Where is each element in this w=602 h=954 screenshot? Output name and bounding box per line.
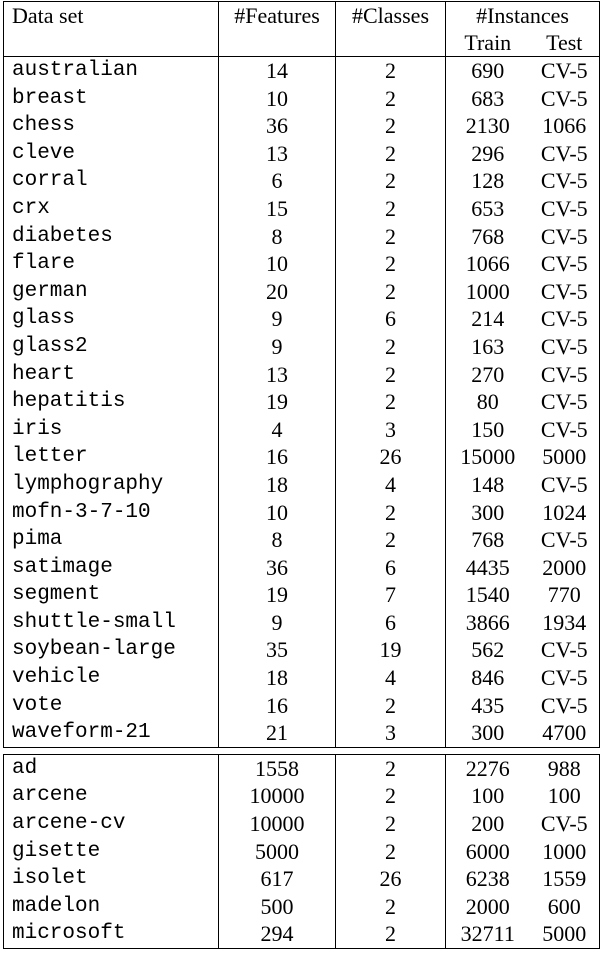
dataset-name: iris xyxy=(4,416,219,444)
table-row xyxy=(4,167,600,195)
table-row xyxy=(4,609,600,637)
dataset-name: madelon xyxy=(4,893,219,921)
features-cell: 35 xyxy=(219,636,336,664)
classes-cell: 2 xyxy=(336,112,446,140)
classes-cell: 2 xyxy=(336,140,446,168)
test-cell: 5000 xyxy=(530,920,600,948)
classes-cell: 2 xyxy=(336,278,446,306)
features-cell: 500 xyxy=(219,893,336,921)
table-row xyxy=(4,526,600,554)
train-cell: 300 xyxy=(446,719,530,747)
dataset-name: pima xyxy=(4,526,219,554)
classes-cell: 2 xyxy=(336,250,446,278)
features-cell: 16 xyxy=(219,443,336,471)
classes-cell: 2 xyxy=(336,57,446,85)
classes-cell: 2 xyxy=(336,893,446,921)
train-cell: 15000 xyxy=(460,444,516,470)
features-cell: 20 xyxy=(219,278,336,306)
classes-cell: 2 xyxy=(336,920,446,948)
dataset-name: segment xyxy=(4,581,219,609)
features-cell: 21 xyxy=(219,719,336,747)
train-cell: 690 xyxy=(446,57,530,85)
dataset-name: heart xyxy=(4,361,219,389)
classes-cell: 2 xyxy=(336,85,446,113)
classes-cell: 2 xyxy=(336,195,446,223)
table-row xyxy=(4,57,600,85)
train-cell: 435 xyxy=(471,692,505,718)
dataset-name: glass2 xyxy=(4,333,219,361)
classes-cell: 6 xyxy=(336,609,446,637)
test-cell: CV-5 xyxy=(530,692,600,720)
train-cell: 3866 xyxy=(465,609,510,635)
train-cell: 6238 xyxy=(465,866,510,892)
table-row xyxy=(4,85,600,113)
train-cell: 2276 xyxy=(446,754,530,782)
train-cell: 683 xyxy=(471,85,505,111)
header-features: #Features xyxy=(219,2,336,57)
classes-cell: 2 xyxy=(336,838,446,866)
train-cell: 270 xyxy=(471,361,505,387)
table-row xyxy=(4,250,600,278)
test-cell: CV-5 xyxy=(530,195,600,223)
test-cell: CV-5 xyxy=(530,388,600,416)
test-cell: CV-5 xyxy=(530,526,600,554)
test-cell: 770 xyxy=(530,581,600,609)
classes-cell: 26 xyxy=(336,443,446,471)
test-cell: CV-5 xyxy=(530,223,600,251)
features-cell: 6 xyxy=(219,167,336,195)
features-cell: 9 xyxy=(219,305,336,333)
dataset-name: cleve xyxy=(4,140,219,168)
dataset-name: flare xyxy=(4,250,219,278)
features-cell: 16 xyxy=(219,692,336,720)
table-row xyxy=(4,471,600,499)
table-row xyxy=(4,554,600,582)
test-cell: CV-5 xyxy=(530,167,600,195)
classes-cell: 2 xyxy=(336,782,446,810)
features-cell: 1558 xyxy=(219,754,336,782)
dataset-name: corral xyxy=(4,167,219,195)
dataset-name: diabetes xyxy=(4,223,219,251)
header-classes: #Classes xyxy=(336,2,446,57)
group1-body xyxy=(4,57,600,748)
train-cell: 2130 xyxy=(465,113,510,139)
classes-cell: 4 xyxy=(336,471,446,499)
dataset-name: hepatitis xyxy=(4,388,219,416)
test-cell: CV-5 xyxy=(530,250,600,278)
features-cell: 294 xyxy=(219,920,336,948)
test-cell: 1024 xyxy=(530,499,600,527)
classes-cell: 2 xyxy=(336,223,446,251)
test-cell: 1000 xyxy=(530,838,600,866)
features-cell: 15 xyxy=(219,195,336,223)
features-cell: 14 xyxy=(219,57,336,85)
train-cell: 32711 xyxy=(446,920,530,948)
table-row xyxy=(4,581,600,609)
classes-cell: 2 xyxy=(336,810,446,838)
dataset-name: german xyxy=(4,278,219,306)
train-cell: 100 xyxy=(471,783,505,809)
features-cell: 36 xyxy=(219,112,336,140)
classes-cell: 7 xyxy=(336,581,446,609)
dataset-name: isolet xyxy=(4,865,219,893)
table-row xyxy=(4,499,600,527)
features-cell: 9 xyxy=(219,333,336,361)
table-row xyxy=(4,416,600,444)
features-cell: 9 xyxy=(219,609,336,637)
dataset-name: lymphography xyxy=(4,471,219,499)
table-row xyxy=(4,754,600,782)
test-cell: 1066 xyxy=(530,112,600,140)
train-cell: 163 xyxy=(471,333,505,359)
dataset-name: vote xyxy=(4,692,219,720)
test-cell: 2000 xyxy=(530,554,600,582)
features-cell: 4 xyxy=(219,416,336,444)
classes-cell: 19 xyxy=(336,636,446,664)
dataset-name: shuttle-small xyxy=(4,609,219,637)
dataset-name: waveform-21 xyxy=(4,719,219,747)
dataset-name: crx xyxy=(4,195,219,223)
datasets-table xyxy=(3,1,600,949)
table-row xyxy=(4,838,600,866)
train-cell: 214 xyxy=(471,306,505,332)
dataset-name: microsoft xyxy=(4,920,219,948)
train-cell: 768 xyxy=(471,527,505,553)
classes-cell: 2 xyxy=(336,499,446,527)
header-dataset: Data set xyxy=(4,2,219,57)
header-test: Test xyxy=(530,29,600,57)
test-cell: CV-5 xyxy=(530,810,600,838)
classes-cell: 2 xyxy=(336,526,446,554)
test-cell: CV-5 xyxy=(530,471,600,499)
features-cell: 13 xyxy=(219,140,336,168)
train-cell: 6000 xyxy=(465,838,510,864)
test-cell: CV-5 xyxy=(530,278,600,306)
dataset-name: soybean-large xyxy=(4,636,219,664)
classes-cell: 6 xyxy=(336,305,446,333)
train-cell: 653 xyxy=(471,195,505,221)
table-row xyxy=(4,810,600,838)
table-row xyxy=(4,782,600,810)
table-row xyxy=(4,636,600,664)
train-cell: 2000 xyxy=(465,893,510,919)
features-cell: 18 xyxy=(219,471,336,499)
train-cell: 1540 xyxy=(465,582,510,608)
dataset-name: mofn-3-7-10 xyxy=(4,499,219,527)
classes-cell: 3 xyxy=(336,719,446,747)
table-row xyxy=(4,140,600,168)
test-cell: CV-5 xyxy=(530,333,600,361)
test-cell: CV-5 xyxy=(530,664,600,692)
test-cell: CV-5 xyxy=(530,636,600,664)
features-cell: 13 xyxy=(219,361,336,389)
train-cell: 300 xyxy=(471,499,505,525)
test-cell: 5000 xyxy=(530,443,600,471)
train-cell: 128 xyxy=(471,168,505,194)
test-cell: 600 xyxy=(530,893,600,921)
classes-cell: 26 xyxy=(336,865,446,893)
dataset-name: arcene-cv xyxy=(4,810,219,838)
table-row xyxy=(4,692,600,720)
dataset-name: ad xyxy=(4,754,219,782)
dataset-name: vehicle xyxy=(4,664,219,692)
features-cell: 18 xyxy=(219,664,336,692)
header-row xyxy=(4,2,600,30)
classes-cell: 6 xyxy=(336,554,446,582)
classes-cell: 2 xyxy=(336,692,446,720)
table-row xyxy=(4,664,600,692)
features-cell: 617 xyxy=(219,865,336,893)
test-cell: 1559 xyxy=(530,865,600,893)
test-cell: CV-5 xyxy=(530,57,600,85)
dataset-name: gisette xyxy=(4,838,219,866)
features-cell: 10 xyxy=(219,250,336,278)
classes-cell: 2 xyxy=(336,388,446,416)
train-cell: 296 xyxy=(471,140,505,166)
table-row xyxy=(4,443,600,471)
classes-cell: 3 xyxy=(336,416,446,444)
classes-cell: 2 xyxy=(336,361,446,389)
features-cell: 36 xyxy=(219,554,336,582)
test-cell: 1934 xyxy=(530,609,600,637)
train-cell: 4435 xyxy=(465,554,510,580)
dataset-name: satimage xyxy=(4,554,219,582)
dataset-name: arcene xyxy=(4,782,219,810)
test-cell: CV-5 xyxy=(530,85,600,113)
features-cell: 10 xyxy=(219,499,336,527)
dataset-name: chess xyxy=(4,112,219,140)
test-cell: CV-5 xyxy=(530,361,600,389)
table-row xyxy=(4,112,600,140)
train-cell: 768 xyxy=(471,223,505,249)
test-cell: CV-5 xyxy=(530,140,600,168)
table-row xyxy=(4,865,600,893)
table-row xyxy=(4,305,600,333)
header-train: Train xyxy=(446,29,530,57)
group-gap xyxy=(4,747,600,754)
classes-cell: 2 xyxy=(336,333,446,361)
test-cell: CV-5 xyxy=(530,305,600,333)
classes-cell: 2 xyxy=(336,167,446,195)
table-row xyxy=(4,223,600,251)
dataset-name: australian xyxy=(4,57,219,85)
features-cell: 10000 xyxy=(219,782,336,810)
header-instances: #Instances xyxy=(446,2,600,30)
table-row xyxy=(4,361,600,389)
table-row xyxy=(4,388,600,416)
features-cell: 5000 xyxy=(219,838,336,866)
table-row xyxy=(4,333,600,361)
classes-cell: 2 xyxy=(336,754,446,782)
dataset-name: glass xyxy=(4,305,219,333)
features-cell: 10000 xyxy=(219,810,336,838)
table-row xyxy=(4,893,600,921)
train-cell: 562 xyxy=(471,637,505,663)
train-cell: 200 xyxy=(471,811,505,837)
dataset-name: letter xyxy=(4,443,219,471)
train-cell: 1000 xyxy=(465,278,510,304)
classes-cell: 4 xyxy=(336,664,446,692)
features-cell: 19 xyxy=(219,388,336,416)
features-cell: 8 xyxy=(219,526,336,554)
test-cell: 100 xyxy=(530,782,600,810)
features-cell: 8 xyxy=(219,223,336,251)
test-cell: 988 xyxy=(530,754,600,782)
train-cell: 80 xyxy=(476,389,499,415)
features-cell: 19 xyxy=(219,581,336,609)
test-cell: 4700 xyxy=(530,719,600,747)
train-cell: 1066 xyxy=(465,251,510,277)
train-cell: 846 xyxy=(471,665,505,691)
test-cell: CV-5 xyxy=(530,416,600,444)
group2-body xyxy=(4,754,600,948)
features-cell: 10 xyxy=(219,85,336,113)
table-row xyxy=(4,719,600,747)
train-cell: 148 xyxy=(471,471,505,497)
table-row xyxy=(4,278,600,306)
table-row xyxy=(4,920,600,948)
train-cell: 150 xyxy=(471,416,505,442)
table-row xyxy=(4,195,600,223)
dataset-name: breast xyxy=(4,85,219,113)
